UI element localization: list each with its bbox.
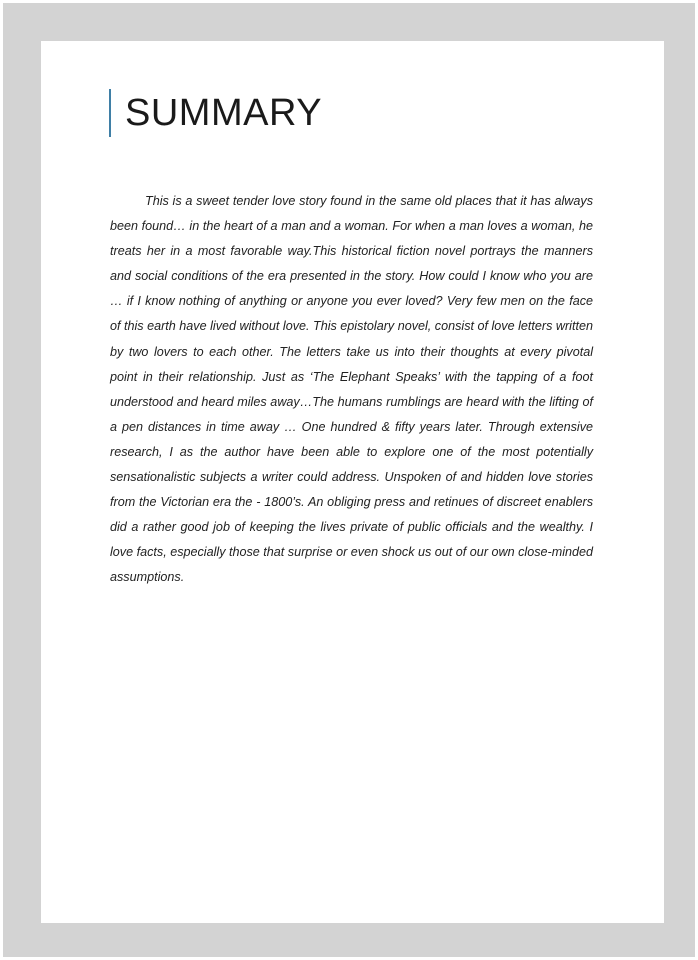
document-page bbox=[41, 41, 664, 923]
title-block bbox=[109, 89, 322, 137]
title-accent-bar bbox=[109, 89, 111, 137]
page-title: SUMMARY bbox=[125, 92, 323, 134]
page-frame bbox=[3, 3, 695, 957]
summary-paragraph: This is a sweet tender love story found in the same old places that it has always been found… in the heart of a man and a woman. For when a man loves a woman, he treats her in a most favorable way.This historical fiction novel portrays the manners and social conditions of the era presented in the story. How could I know who you are … if I know nothing of anything or anyone you ever loved? Very few men on the face of this earth have lived without love. This epistolary novel, consist of love letters written by two lovers to each other. The letters take us into their thoughts at every pivotal point in their relationship. Just as ‘The Elephant Speaks’ with the tapping of a foot understood and heard miles away…The humans rumblings are heard with the lifting of a pen distances in time away … One hundred & fifty years later. Through extensive research, I as the author have been able to explore one of the most potentially sensationalistic subjects a writer could address. Unspoken of and hidden love stories from the Victorian era the - 1800’s. An obliging press and retinues of discreet enablers did a rather good job of keeping the lives private of public officials and the wealthy. I love facts, especially those that surprise or even shock us out of our own close-minded assumptions. bbox=[110, 194, 594, 585]
